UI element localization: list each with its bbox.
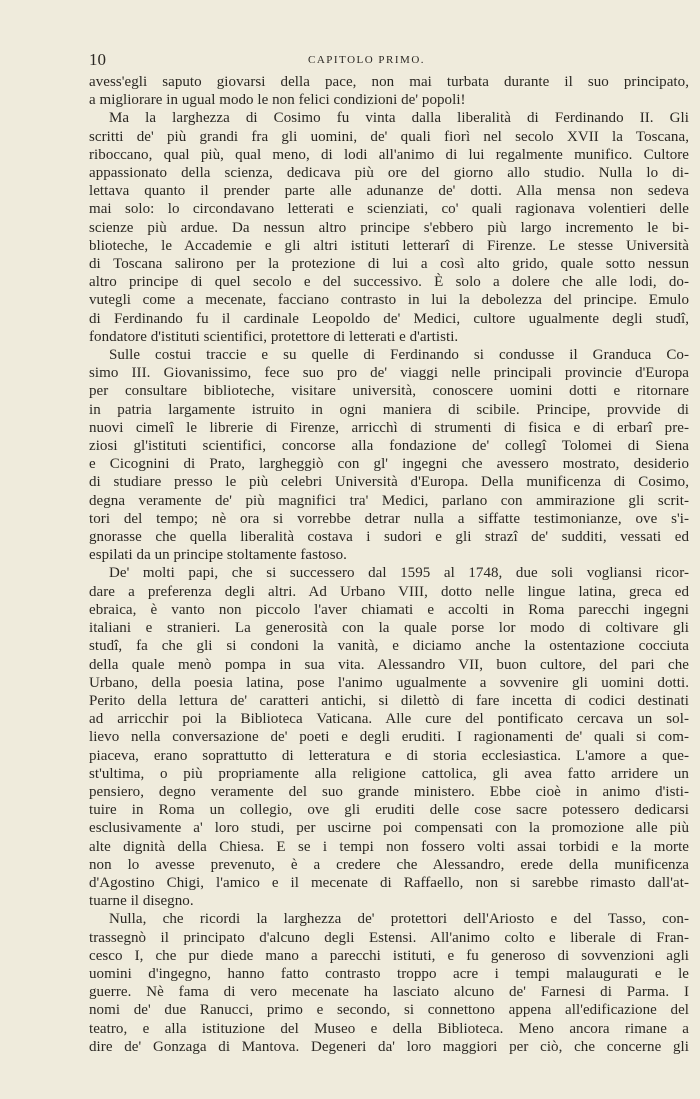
text-line: guerre. Nè fama di vero mecenate ha lasciato alcuno de' Farnesi di Parma. I (89, 984, 689, 1001)
text-line: Perito della lettura de' caratteri antichi, si dilettò di fare incetta di codici destinati (89, 692, 689, 709)
text-line: in patria largamente istruito in ogni maniera di scibile. Principe, provvide di (89, 401, 689, 418)
text-line: uomini d'ingegno, hanno fatto contrasto troppo acre i tempi malaugurati e le (89, 965, 689, 982)
text-line: ebraica, è vanto non piccolo l'aver chiamati e accolti in Roma parecchi ingegni (89, 601, 689, 618)
text-line: espilati da un principe stoltamente fastoso. (89, 547, 347, 564)
text-line: esclusivamente a' loro studi, per uscirne poi compensati con la promozione alle più (89, 820, 689, 837)
text-line: alte dignità della Chiesa. E se i tempi non fossero volti assai torbidi e la morte (89, 838, 689, 855)
text-line: vutegli come a mecenate, facciano contrasto in lui la debolezza del principe. Emulo (89, 292, 689, 309)
text-line: di Ferdinando fu il cardinale Leopoldo de' Medici, cultore ugualmente degli studî, (89, 310, 689, 327)
text-line: dire de' Gonzaga di Mantova. Degeneri da' loro maggiori per ciò, che concerne gli (89, 1038, 689, 1055)
text-line: degna veramente de' più magnifici tra' Medici, parlano con ammirazione gli scrit- (89, 492, 689, 509)
paragraph (89, 346, 689, 564)
page-number: 10 (89, 50, 106, 69)
text-line: di Toscana salirono per la protezione di lui a così alto grido, quale sotto nessun (89, 256, 689, 273)
text-line: ad arricchir poi la Biblioteca Vaticana. Alle cure del pontificato cercava un sol- (89, 711, 689, 728)
text-line: a migliorare in ugual modo le non felici condizioni de' popoli! (89, 92, 466, 109)
text-line: De' molti papi, che si successero dal 1595 al 1748, due soli vogliansi ricor- (109, 565, 689, 582)
text-line: d'Agostino Chigi, l'amico e il mecenate di Raffaello, non si sarebbe rimasto dall'at- (89, 874, 689, 891)
text-line: non lo avesse prevenuto, è a credere che Alessandro, erede della munificenza (89, 856, 689, 873)
text-line: Urbano, della poesia latina, pose l'animo ugualmente a sovvenire gli uomini dotti. (89, 674, 689, 691)
text-line: studî, fa che gli si condoni la vanità, e diciamo anche la ostentazione cocciuta (89, 638, 689, 655)
text-line: avess'egli saputo giovarsi della pace, non mai turbata durante il suo principato, (89, 74, 689, 90)
text-line: nuovi cimelî le librerie di Firenze, arricchì di strumenti di fisica e di erbarî pre- (89, 419, 689, 436)
text-line: tuire in Roma un collegio, ove gli eruditi delle cose sacre potessero dedicarsi (89, 802, 689, 819)
text-line: ziosi gl'istituti scientifici, concorse alla fondazione de' collegî Tolomei di Siena (89, 438, 689, 455)
text-line: pensiero, degno veramente del suo grande ministero. Ebbe cioè in animo d'isti- (89, 783, 689, 800)
text-line: di studiare presso le più celebri Università d'Europa. Della munificenza di Cosimo, (89, 474, 689, 491)
text-line: teatro, e alla istituzione del Museo e della Biblioteca. Meno ancora rimane a (89, 1020, 689, 1037)
text-line: tori del tempo; nè ora si vorrebbe detrar nulla a siffatte testimonianze, ove s'i- (89, 510, 689, 527)
text-line: st'ultima, o più propriamente alla religione cattolica, gli avea fatto arridere un (89, 765, 689, 782)
text-line: scritti de' più grandi fra gli uomini, de' quali fiorì nel secolo XVII la Toscana, (89, 128, 689, 145)
text-line: nomi de' due Ranucci, primo e secondo, si connettono appena all'edificazione del (89, 1002, 689, 1019)
text-line: per consultare biblioteche, visitare università, conoscere uomini dotti e ritornare (89, 383, 689, 400)
text-line: mai solo: lo circondavano letterati e scienziati, co' quali ragionava volentieri delle (89, 201, 689, 218)
text-line: della quale menò pompa in sua vita. Alessandro VII, buon cultore, del pari che (89, 656, 689, 673)
text-line: appassionato della scienza, dedicava più ore del giorno allo studio. Nulla lo di- (89, 165, 689, 182)
text-line: gnorasse che quella liberalità costava i sudori e gli strazî de' sudditi, vessati ed (89, 529, 689, 546)
text-line: piaceva, erano soprattutto di letteratura e di storia ecclesiastica. L'amore a que- (89, 747, 689, 764)
text-line: altro principe di quel secolo e del successivo. È solo a dolere che alle lodi, do- (89, 274, 689, 291)
text-line: blioteche, le Accademie e gli altri istituti letterarî di Firenze. Le stesse Università (89, 237, 689, 254)
page-header (89, 50, 644, 70)
paragraph (89, 910, 689, 1056)
text-line: riboccano, qual più, qual meno, di lodi all'animo di lui regalmente munifico. Cultore (89, 146, 689, 163)
paragraph (89, 109, 689, 346)
text-line: lettava quanto il prender parte alle adunanze de' dotti. Alla mensa non sedeva (89, 183, 689, 200)
text-line: dare a preferenza degli altri. Ad Urbano VIII, dotto nelle lingue latina, greca ed (89, 583, 689, 600)
paragraph (89, 564, 689, 910)
text-line: Ma la larghezza di Cosimo fu vinta dalla liberalità di Ferdinando II. Gli (109, 110, 689, 127)
text-line: scienze più ardue. Da nessun altro principe s'ebbero più largo incremento le bi- (89, 219, 689, 236)
text-line: trassegnò il principato d'alcuno degli Estensi. All'animo colto e liberale di Fran- (89, 929, 689, 946)
text-line: tuarne il disegno. (89, 893, 194, 910)
text-line: Nulla, che ricordi la larghezza de' protettori dell'Ariosto e del Tasso, con- (109, 911, 689, 928)
paragraph (89, 73, 689, 109)
text-line: fondatore d'istituti scientifici, protettore di letterati e d'artisti. (89, 328, 459, 345)
text-line: lievo nella conversazione de' poeti e degli eruditi. I ragionamenti de' quali si com- (89, 729, 689, 746)
text-line: italiani e stranieri. La generosità con la quale porse lor modo di coltivare gli (89, 620, 689, 637)
text-line: Sulle costui traccie e su quelle di Ferdinando si condusse il Granduca Co- (109, 347, 689, 364)
running-title: CAPITOLO PRIMO. (307, 54, 426, 66)
body-text (89, 73, 689, 1056)
text-line: simo III. Giovanissimo, fece suo pro de' viaggi nelle principali provincie d'Europa (89, 365, 689, 382)
text-line: e Cicognini di Prato, largheggiò con gl' ingegni che avessero mostrato, desiderio (89, 456, 689, 473)
text-line: cesco I, che pur diede mano a parecchi istituti, e fu generoso di sovvenzioni agli (89, 947, 689, 964)
